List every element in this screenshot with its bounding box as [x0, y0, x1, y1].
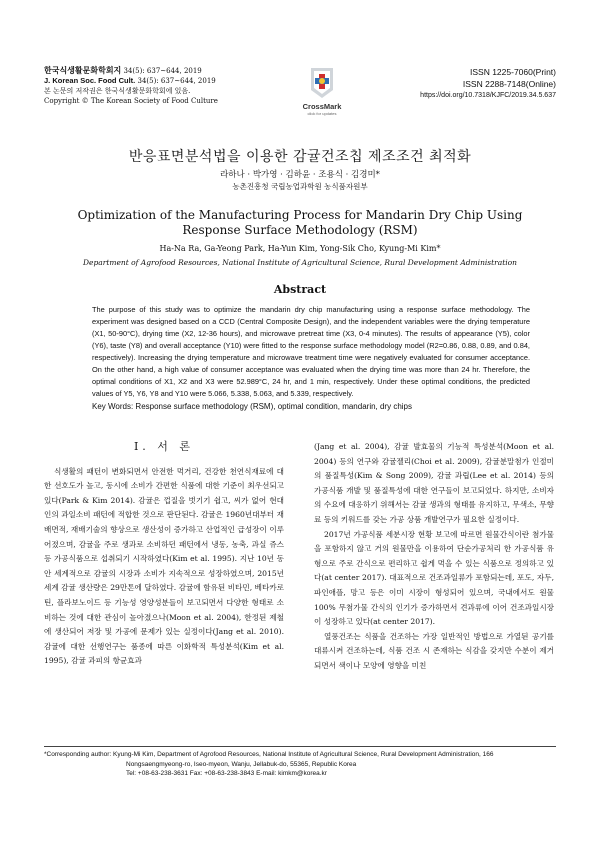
issn-block: [420, 66, 556, 102]
crossmark-icon: [307, 66, 337, 100]
body-column-left: [44, 440, 284, 669]
journal-title-ko: 한국식생활문화학회지: [44, 66, 122, 75]
footnote-line3: Tel: +08-63-238-3631 Fax: +08-63-238-3843 E-mail: kimkm@korea.kr: [126, 770, 327, 777]
paper-title-ko: 반응표면분석법을 이용한 감귤건조칩 제조조건 최적화: [128, 149, 472, 165]
corresponding-author-footnote: [44, 750, 556, 779]
affiliation-ko: 농촌진흥청 국립농업과학원 농식품자원부: [232, 182, 368, 191]
keywords-label: Key Words:: [92, 402, 136, 411]
paper-title-en-line1: Optimization of the Manufacturing Process for Mandarin Dry Chip Using: [77, 208, 523, 222]
section-title-introduction: I. 서 론: [133, 440, 195, 453]
affiliation-en: Department of Agrofood Resources, National Institute of Agricultural Science, Rural Development Administration: [83, 258, 517, 267]
keywords-list: Response surface methodology (RSM), optimal condition, mandarin, dry chips: [135, 402, 412, 411]
authors-en: Ha-Na Ra, Ga-Yeong Park, Ha-Yun Kim, Yong-Sik Cho, Kyung-Mi Kim*: [159, 244, 441, 253]
keywords: [92, 402, 532, 411]
issn-online: ISSN 2288-7148(Online): [462, 79, 556, 89]
footnote-line1: Kyung-Mi Kim, Department of Agrofood Resources, National Institute of Agricultural Science, Rural Development Administration, 166: [113, 751, 494, 758]
paper-title-en: [0, 208, 600, 238]
abstract-heading: Abstract: [273, 283, 327, 296]
copyright-ko: 본 논문의 저작권은 한국식생활문화학회에 있음.: [44, 87, 191, 95]
paragraph: (Jang et al. 2004), 감귤 발효물의 기능적 특성분석(Moon et al. 2004) 등의 연구와 감귤젤리(Choi et al. 2009), 감귤분말첨가 인절미의 품질특성(Kim & Song 2009), 감귤 과립(Lee et al. 2014) 등의 가공식품 개발 및 품질특성에 대한 연구들이 보고되었다. 하지만, 소비자의 수요에 대응하기 위해서는 감귤 생과의 형태를 유지하고, 무색소, 무향료 등의 키워드를 갖는 가공 상품 개발연구가 필요한 실정이다.: [314, 442, 554, 524]
journal-volume-ko: 34(5): 637~644, 2019: [121, 67, 202, 75]
doi-link[interactable]: https://doi.org/10.7318/KJFC/2019.34.5.637: [420, 92, 556, 99]
authors-ko: 라하나 · 박가영 · 김하윤 · 조용식 · 김경미*: [220, 170, 380, 180]
footnote-line2: Nongsaengmyeong-ro, Iseo-myeon, Wanju, Jellabuk-do, 55365, Republic Korea: [126, 760, 357, 768]
abstract-text: The purpose of this study was to optimize the mandarin dry chip manufacturing using a response surface methodology. The experiment was designed based on a CCD (Central Composite Design), and the independent variables were the drying temperature (X1, 50-90°C), drying time (X2, 12-36 hours), and microwave pretreat time (X3, 0-4 minutes). The results of appearance (Y5), color (Y6), taste (Y8) and overall acceptance (Y10) were fitted to the response surface methodology model (R2=0.86, 0.88, 0.89, and 0.84, respectively). Increasing the drying temperature and microwave treatment time were negatively evaluated for consumer acceptance. On the other hand, a high value of consumer acceptance was evaluated when the drying time was more than 24 hr. Therefore, the optimal conditions of X1, X2 and X3 were 52.989°C, 24 hr, and 1 min, respectively. Under these optimal conditions, the predicted values of Y5, Y6, Y8 and Y10 were 5.066, 5.338, 5.063, and 5.339, respectively.: [92, 305, 530, 398]
footnote-divider: [44, 746, 556, 747]
paragraph: 2017년 가공식품 세분시장 현황 보고에 따르면 원물간식이란 첨가물을 포함하지 않고 거의 원물만을 이용하여 단순가공처리 한 가공식품 유형으로 주로 간식으로 편리하고 쉽게 먹을 수 있는 식품으로 정의하고 있다(at center 2017). 대표적으로 건조과일류가 포함되는데, 포도, 자두, 파인애플, 망고 등은 이미 시장이 형성되어 있으며, 국내에서도 원물 100% 무첨가물 간식의 인기가 증가하면서 견과류에 이어 건조과일시장이 성장하고 있다(at center 2017).: [314, 529, 554, 627]
issn-print: ISSN 1225-7060(Print): [470, 67, 556, 77]
crossmark-sub: click for updates: [307, 111, 337, 116]
journal-header: [44, 66, 218, 106]
journal-volume-en: 34(5): 637~644, 2019: [135, 77, 216, 85]
footnote-label: *Corresponding author:: [44, 751, 114, 758]
copyright-en: Copyright © The Korean Society of Food Culture: [44, 97, 218, 105]
journal-title-en: J. Korean Soc. Food Cult.: [44, 76, 136, 85]
paragraph: 열풍건조는 식품을 건조하는 가장 일반적인 방법으로 가열된 공기를 대류시켜 건조하는데, 식품 건조 시 존재하는 식감을 갖지만 수분이 제거되면서 색이나 모양에 영향을 미친: [314, 631, 554, 670]
paragraph: 식생활의 패턴이 변화되면서 안전한 먹거리, 건강한 천연식재료에 대한 선호도가 높고, 동시에 소비가 간편한 식품에 대한 기준이 최우선되고 있다(Park & Kim 2014). 감귤은 껍질을 벗기기 쉽고, 씨가 없어 현대인의 과일소비 패턴에 적합한 것으로 판단된다. 감귤은 1960년대부터 재배면적, 재배기술의 향상으로 생산성이 증가하고 산업적인 급성장이 이루어졌으며, 감귤을 주로 생과로 소비하던 패턴에서 냉동, 농축, 과실 쥬스 등 가공식품으로 섭취되기 시작하였다(Kim et al. 1995). 지난 10년 동안 세계적으로 감귤의 시장과 소비가 지속적으로 성장하였으며, 2015년 세계 감귤 생산량은 29만톤에 달하였다. 감귤에 함유된 비타민, 베타카로틴, 플라보노이드 등 기능성 영양성분들이 보고되면서 다양한 형태로 소비하는 것에 대한 관심이 높아졌으나(Moon et al. 2004), 한정된 제철에 생산되어 저장 및 가공에 문제가 있는 실정이다(Jang et al. 2010). 감귤에 대한 선행연구는 품종에 따른 이화학적 특성분석(Kim et al. 1995), 감귤 과피의 항균효과: [44, 466, 284, 666]
body-column-right: [314, 440, 554, 674]
crossmark-badge[interactable]: [298, 66, 346, 116]
paper-title-en-line2: Response Surface Methodology (RSM): [182, 223, 418, 237]
crossmark-label: CrossMark: [302, 102, 342, 111]
